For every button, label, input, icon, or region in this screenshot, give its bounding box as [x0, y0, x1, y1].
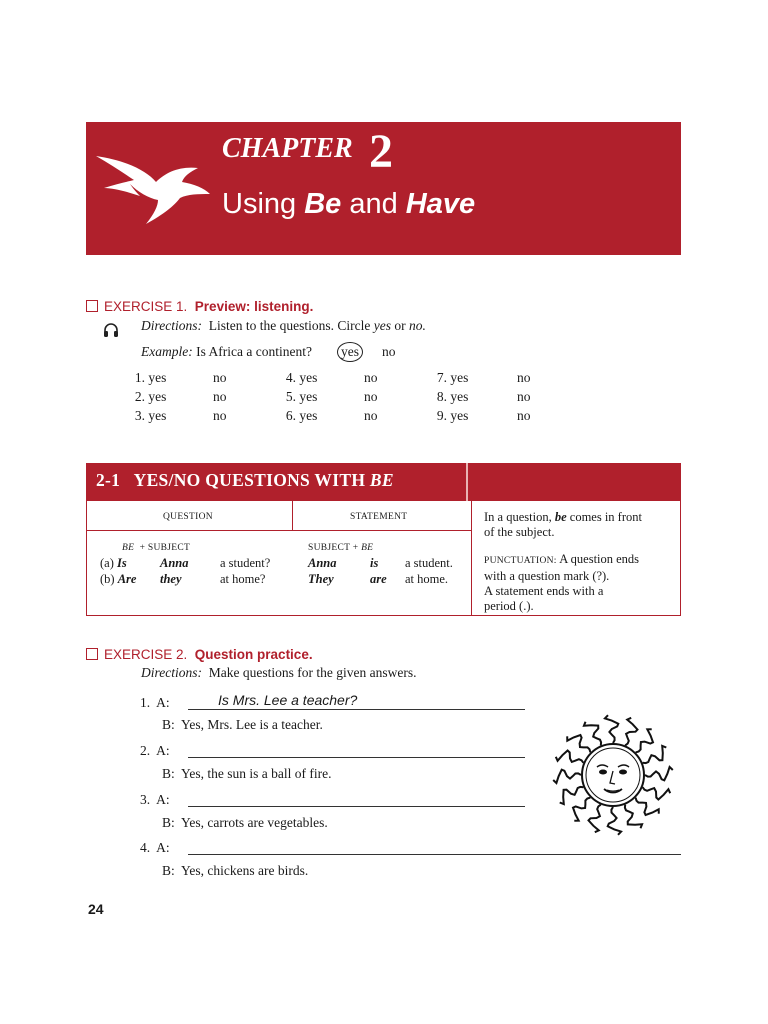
- exercise1-example: [141, 344, 312, 360]
- sun-ray: [584, 722, 601, 746]
- row-rest: at home?: [220, 572, 266, 586]
- chart-column-headers: [86, 501, 472, 531]
- item-a-label: 2. A:: [140, 743, 170, 758]
- directions-label: Directions:: [141, 318, 202, 333]
- item-b: B: Yes, Mrs. Lee is a teacher.: [162, 717, 323, 732]
- answer-line[interactable]: [188, 757, 525, 758]
- answer-text: Is Mrs. Lee a teacher?: [218, 692, 358, 708]
- title-be: Be: [304, 188, 342, 220]
- sun-ray: [645, 767, 673, 780]
- sun-ray: [560, 787, 584, 804]
- item-b: B: Yes, carrots are vegetables.: [162, 815, 328, 830]
- table-row: (a) Is: [100, 556, 127, 570]
- item-a-label: 4. A:: [140, 840, 170, 855]
- exercise2-title: Question practice.: [194, 647, 313, 662]
- chart-punctuation-note: PUNCTUATION: A question ends with a question mark (?). A statement ends with a period (.).: [484, 552, 640, 613]
- row-s-be: are: [370, 572, 387, 586]
- row-s-subject: Anna: [308, 556, 337, 570]
- list-item: 9. yes: [436, 408, 469, 423]
- col-statement: STATEMENT: [350, 512, 408, 522]
- chart-title-text: YES/NO QUESTIONS WITH: [133, 470, 366, 490]
- item-b: B: Yes, chickens are birds.: [162, 863, 309, 878]
- exercise1-heading: [86, 299, 313, 314]
- sun-ray: [643, 746, 667, 763]
- sun-illustration: [550, 712, 676, 838]
- row-rest: a student?: [220, 556, 271, 570]
- list-item-no[interactable]: no: [213, 408, 227, 423]
- bird-icon: [94, 148, 214, 228]
- list-item-no[interactable]: no: [213, 389, 227, 404]
- list-item-no[interactable]: no: [517, 389, 531, 404]
- list-item: 2. yes: [134, 389, 167, 404]
- sun-ray: [589, 805, 601, 833]
- sun-ray: [605, 715, 618, 743]
- chapter-title: [222, 188, 475, 221]
- list-item-no[interactable]: no: [213, 370, 227, 385]
- exercise1-directions: [141, 318, 426, 334]
- list-item-no[interactable]: no: [364, 408, 378, 423]
- row-s-rest: at home.: [405, 572, 449, 586]
- list-item-no[interactable]: no: [364, 370, 378, 385]
- sun-ray: [556, 751, 584, 763]
- answer-line[interactable]: [188, 854, 681, 855]
- q-header: BE + SUBJECT: [122, 543, 191, 553]
- list-item-no[interactable]: no: [364, 389, 378, 404]
- col-question: QUESTION: [163, 512, 213, 522]
- directions-yes: yes: [373, 318, 391, 333]
- sun-ray: [636, 798, 659, 815]
- example-text: Is Africa a continent?: [196, 344, 312, 359]
- list-item: 8. yes: [436, 389, 469, 404]
- row-s-be: is: [370, 556, 379, 570]
- list-item: 1. yes: [134, 370, 167, 385]
- directions-no: no.: [408, 318, 426, 333]
- title-prefix: Using: [222, 188, 305, 220]
- row-subject: Anna: [160, 556, 189, 570]
- title-have: Have: [405, 188, 476, 220]
- exercise2-heading: [86, 647, 313, 662]
- answer-line[interactable]: [188, 806, 525, 807]
- headphones-icon: [103, 322, 119, 338]
- chart-divider: [292, 501, 293, 531]
- example-circled-yes: yes: [337, 342, 363, 362]
- row-s-rest: a student.: [405, 556, 453, 570]
- sun-ray: [567, 735, 590, 752]
- list-item: 7. yes: [436, 370, 469, 385]
- sun-ray: [636, 729, 653, 752]
- chart-note: In a question, be comes in front of the subject.: [484, 510, 642, 539]
- sun-ray: [625, 718, 637, 746]
- list-item: 4. yes: [285, 370, 318, 385]
- item-a-label: 3. A:: [140, 792, 170, 807]
- chart-header-divider: [466, 463, 468, 501]
- directions-or: or: [394, 318, 406, 333]
- chart-number: 2-1: [96, 470, 121, 490]
- list-item: 5. yes: [285, 389, 318, 404]
- sun-ray: [553, 770, 581, 783]
- row-s-subject: They: [308, 572, 334, 586]
- list-item: 6. yes: [285, 408, 318, 423]
- sun-ray: [643, 787, 671, 799]
- list-item: 3. yes: [134, 408, 167, 423]
- chart-divider: [471, 501, 472, 616]
- answer-line[interactable]: [188, 709, 525, 710]
- row-subject: they: [160, 572, 182, 586]
- sun-ray: [625, 805, 642, 829]
- item-a-label: 1. A:: [140, 695, 170, 710]
- chart-title: [96, 470, 394, 491]
- sun-ray: [573, 798, 590, 821]
- exercise2-directions: Directions: Make questions for the given answers.: [141, 665, 417, 680]
- item-b: B: Yes, the sun is a ball of fire.: [162, 766, 332, 781]
- example-no: no: [382, 344, 396, 359]
- directions-text: Listen to the questions. Circle: [208, 318, 371, 333]
- list-item-no[interactable]: no: [517, 370, 531, 385]
- checkbox-icon: [86, 648, 98, 660]
- table-row: (b) Are: [100, 572, 137, 586]
- exercise1-title: Preview: listening.: [194, 299, 314, 314]
- exercise1-label: EXERCISE 1.: [104, 299, 188, 314]
- exercise2-label: EXERCISE 2.: [104, 647, 188, 662]
- s-header: SUBJECT + BE: [308, 543, 374, 553]
- example-label: Example:: [141, 344, 193, 359]
- list-item-no[interactable]: no: [517, 408, 531, 423]
- checkbox-icon: [86, 300, 98, 312]
- chart-title-be: BE: [369, 470, 394, 490]
- chapter-number: 2: [369, 125, 393, 178]
- chapter-label: CHAPTER: [222, 133, 353, 164]
- sun-ray: [608, 807, 621, 835]
- page-number: 24: [88, 901, 104, 917]
- title-and: and: [341, 188, 406, 220]
